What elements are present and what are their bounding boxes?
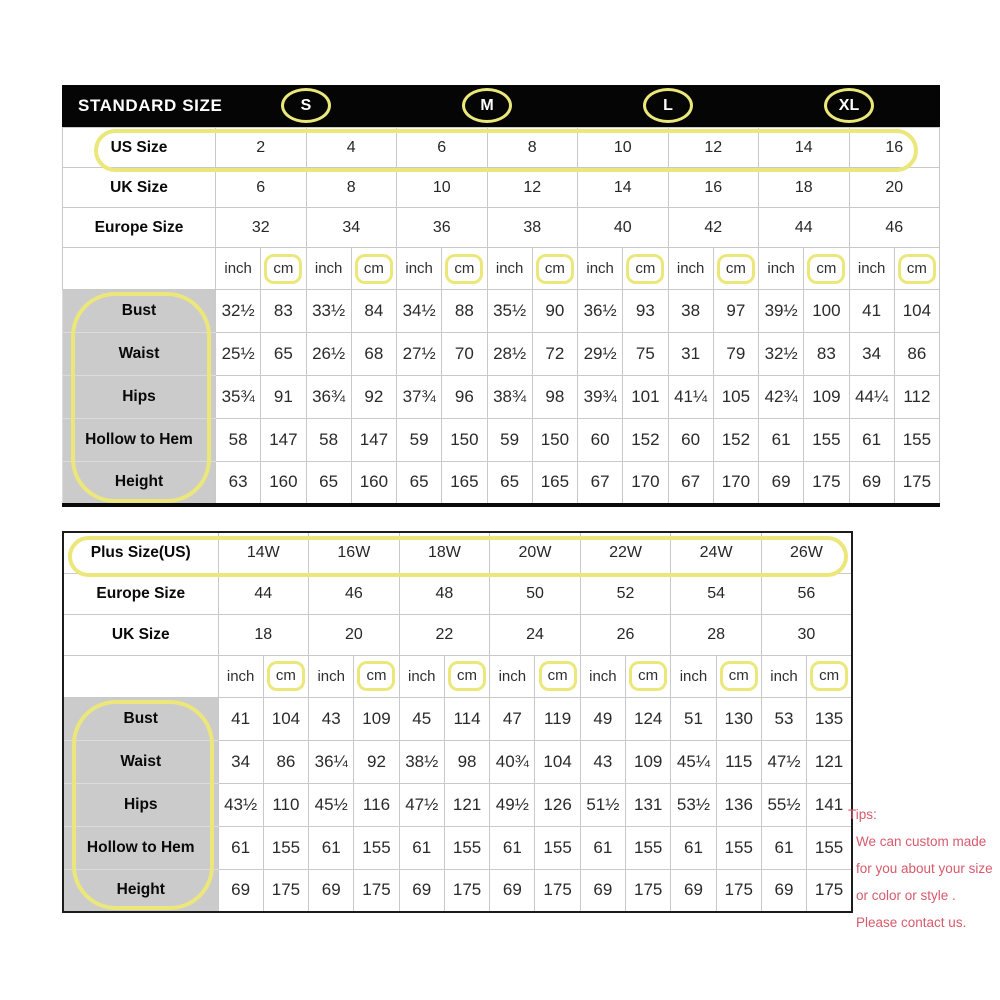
size-value-cell: 52 <box>580 573 671 614</box>
measurement-value-cell: 53½ <box>671 783 716 826</box>
measurement-value-cell: 53 <box>761 697 806 740</box>
inch-unit-cell: inch <box>309 655 354 697</box>
size-value-cell: 28 <box>671 614 762 655</box>
measurement-value-cell: 155 <box>535 826 580 869</box>
measurement-value-cell: 155 <box>894 419 939 462</box>
inch-unit-cell: inch <box>218 655 263 697</box>
size-value-cell: 42 <box>668 208 759 248</box>
measurement-value-cell: 45½ <box>309 783 354 826</box>
measurement-value-cell: 93 <box>623 290 668 333</box>
standard-size-table <box>62 127 940 507</box>
size-value-cell: 2 <box>216 128 307 168</box>
measurement-value-cell: 70 <box>442 333 487 376</box>
measurement-row <box>63 333 940 376</box>
size-table-row <box>63 532 852 573</box>
measurement-value-cell: 38 <box>668 290 713 333</box>
size-value-cell: 44 <box>759 208 850 248</box>
measurement-row-label: Bust <box>63 290 216 333</box>
measurement-value-cell: 86 <box>263 740 308 783</box>
measurement-row-label: Hollow to Hem <box>63 826 218 869</box>
measurement-value-cell: 170 <box>713 462 758 505</box>
measurement-value-cell: 175 <box>444 869 489 912</box>
measurement-value-cell: 136 <box>716 783 761 826</box>
size-value-cell: 16 <box>668 168 759 208</box>
size-value-cell: 26W <box>761 532 852 573</box>
size-row-label: US Size <box>63 128 216 168</box>
measurement-row <box>63 376 940 419</box>
measurement-row <box>63 783 852 826</box>
size-value-cell: 30 <box>761 614 852 655</box>
measurement-value-cell: 131 <box>626 783 671 826</box>
measurement-value-cell: 60 <box>668 419 713 462</box>
size-value-cell: 38 <box>487 208 578 248</box>
cm-unit-cell <box>623 248 668 290</box>
cm-unit-cell <box>261 248 306 290</box>
measurement-value-cell: 92 <box>354 740 399 783</box>
size-value-cell: 16 <box>849 128 940 168</box>
measurement-value-cell: 61 <box>761 826 806 869</box>
measurement-value-cell: 34 <box>218 740 263 783</box>
size-value-cell: 12 <box>487 168 578 208</box>
measurement-value-cell: 36¼ <box>309 740 354 783</box>
measurement-value-cell: 165 <box>532 462 577 505</box>
size-value-cell: 22 <box>399 614 490 655</box>
size-value-cell: 18W <box>399 532 490 573</box>
cm-highlight-box: cm <box>536 254 574 284</box>
measurement-value-cell: 69 <box>849 462 894 505</box>
size-value-cell: 56 <box>761 573 852 614</box>
measurement-row-label: Waist <box>63 740 218 783</box>
measurement-value-cell: 109 <box>804 376 849 419</box>
measurement-value-cell: 68 <box>351 333 396 376</box>
size-value-cell: 36 <box>397 208 488 248</box>
size-value-cell: 18 <box>759 168 850 208</box>
measurement-value-cell: 61 <box>849 419 894 462</box>
size-table-row <box>63 573 852 614</box>
measurement-value-cell: 83 <box>804 333 849 376</box>
measurement-value-cell: 98 <box>444 740 489 783</box>
size-value-cell: 26 <box>580 614 671 655</box>
measurement-value-cell: 40¾ <box>490 740 535 783</box>
inch-unit-cell: inch <box>578 248 623 290</box>
measurement-value-cell: 58 <box>216 419 261 462</box>
size-value-cell: 12 <box>668 128 759 168</box>
measurement-value-cell: 69 <box>759 462 804 505</box>
measurement-value-cell: 34 <box>849 333 894 376</box>
measurement-row-label: Height <box>63 869 218 912</box>
size-value-cell: 20 <box>849 168 940 208</box>
measurement-value-cell: 175 <box>263 869 308 912</box>
measurement-value-cell: 175 <box>626 869 671 912</box>
tips-line: We can custom made <box>856 834 987 849</box>
measurement-value-cell: 155 <box>626 826 671 869</box>
size-value-cell: 40 <box>578 208 669 248</box>
measurement-value-cell: 175 <box>807 869 852 912</box>
cm-unit-cell <box>535 655 580 697</box>
measurement-value-cell: 43½ <box>218 783 263 826</box>
measurement-value-cell: 33½ <box>306 290 351 333</box>
inch-unit-cell: inch <box>668 248 713 290</box>
measurement-value-cell: 97 <box>713 290 758 333</box>
cm-highlight-box: cm <box>445 254 483 284</box>
size-row-label: Plus Size(US) <box>63 532 218 573</box>
size-value-cell: 6 <box>216 168 307 208</box>
measurement-value-cell: 104 <box>894 290 939 333</box>
measurement-value-cell: 150 <box>442 419 487 462</box>
measurement-value-cell: 121 <box>444 783 489 826</box>
tips-line: for you about your size <box>856 861 993 876</box>
size-value-cell: 6 <box>397 128 488 168</box>
measurement-row-label: Waist <box>63 333 216 376</box>
measurement-value-cell: 119 <box>535 697 580 740</box>
measurement-value-cell: 79 <box>713 333 758 376</box>
tips-line: Tips: <box>848 807 877 822</box>
measurement-value-cell: 39¾ <box>578 376 623 419</box>
tips-line: or color or style . <box>856 888 956 903</box>
measurement-value-cell: 69 <box>490 869 535 912</box>
measurement-value-cell: 49½ <box>490 783 535 826</box>
size-letter-circle-l: L <box>643 88 693 123</box>
measurement-value-cell: 104 <box>263 697 308 740</box>
measurement-value-cell: 115 <box>716 740 761 783</box>
size-value-cell: 10 <box>397 168 488 208</box>
measurement-value-cell: 105 <box>713 376 758 419</box>
measurement-value-cell: 65 <box>487 462 532 505</box>
measurement-row <box>63 697 852 740</box>
measurement-value-cell: 31 <box>668 333 713 376</box>
size-table-row <box>63 128 940 168</box>
size-row-label: UK Size <box>63 168 216 208</box>
measurement-value-cell: 35½ <box>487 290 532 333</box>
standard-size-title-bar <box>62 85 940 127</box>
size-value-cell: 16W <box>309 532 400 573</box>
measurement-value-cell: 37¾ <box>397 376 442 419</box>
measurement-value-cell: 49 <box>580 697 625 740</box>
measurement-value-cell: 43 <box>580 740 625 783</box>
custom-made-tips-note <box>848 801 1000 936</box>
measurement-row <box>63 869 852 912</box>
measurement-value-cell: 84 <box>351 290 396 333</box>
measurement-value-cell: 69 <box>580 869 625 912</box>
measurement-value-cell: 88 <box>442 290 487 333</box>
inch-unit-cell: inch <box>671 655 716 697</box>
measurement-value-cell: 155 <box>263 826 308 869</box>
measurement-value-cell: 45 <box>399 697 444 740</box>
inch-unit-cell: inch <box>399 655 444 697</box>
measurement-value-cell: 42¾ <box>759 376 804 419</box>
measurement-value-cell: 61 <box>759 419 804 462</box>
measurement-value-cell: 155 <box>804 419 849 462</box>
unit-header-row <box>63 248 940 290</box>
measurement-value-cell: 155 <box>716 826 761 869</box>
size-value-cell: 54 <box>671 573 762 614</box>
size-value-cell: 24 <box>490 614 581 655</box>
inch-unit-cell: inch <box>490 655 535 697</box>
cm-highlight-box: cm <box>355 254 393 284</box>
measurement-value-cell: 160 <box>261 462 306 505</box>
measurement-value-cell: 28½ <box>487 333 532 376</box>
size-value-cell: 14W <box>218 532 309 573</box>
size-value-cell: 10 <box>578 128 669 168</box>
inch-unit-cell: inch <box>306 248 351 290</box>
cm-unit-cell <box>263 655 308 697</box>
measurement-value-cell: 60 <box>578 419 623 462</box>
size-value-cell: 50 <box>490 573 581 614</box>
measurement-value-cell: 61 <box>309 826 354 869</box>
measurement-value-cell: 43 <box>309 697 354 740</box>
cm-highlight-box: cm <box>626 254 664 284</box>
measurement-value-cell: 69 <box>399 869 444 912</box>
cm-unit-cell <box>894 248 939 290</box>
measurement-value-cell: 34½ <box>397 290 442 333</box>
measurement-value-cell: 83 <box>261 290 306 333</box>
cm-unit-cell <box>716 655 761 697</box>
measurement-value-cell: 47½ <box>761 740 806 783</box>
size-value-cell: 18 <box>218 614 309 655</box>
size-letter-circle-m: M <box>462 88 512 123</box>
cm-highlight-box: cm <box>264 254 302 284</box>
measurement-value-cell: 47 <box>490 697 535 740</box>
measurement-value-cell: 92 <box>351 376 396 419</box>
size-value-cell: 46 <box>309 573 400 614</box>
measurement-value-cell: 109 <box>626 740 671 783</box>
size-row-label: Europe Size <box>63 573 218 614</box>
size-letter-circle-xl: XL <box>824 88 874 123</box>
measurement-value-cell: 35¾ <box>216 376 261 419</box>
cm-unit-cell <box>442 248 487 290</box>
measurement-value-cell: 45¼ <box>671 740 716 783</box>
size-row-label: UK Size <box>63 614 218 655</box>
measurement-row <box>63 419 940 462</box>
cm-unit-cell <box>807 655 852 697</box>
measurement-value-cell: 135 <box>807 697 852 740</box>
measurement-value-cell: 147 <box>261 419 306 462</box>
measurement-value-cell: 104 <box>535 740 580 783</box>
size-table-row <box>63 614 852 655</box>
measurement-value-cell: 175 <box>354 869 399 912</box>
measurement-value-cell: 63 <box>216 462 261 505</box>
measurement-value-cell: 36½ <box>578 290 623 333</box>
measurement-value-cell: 32½ <box>216 290 261 333</box>
measurement-value-cell: 86 <box>894 333 939 376</box>
size-value-cell: 48 <box>399 573 490 614</box>
cm-unit-cell <box>444 655 489 697</box>
cm-highlight-box: cm <box>810 661 848 691</box>
measurement-value-cell: 58 <box>306 419 351 462</box>
measurement-value-cell: 41¼ <box>668 376 713 419</box>
measurement-value-cell: 175 <box>535 869 580 912</box>
measurement-value-cell: 114 <box>444 697 489 740</box>
measurement-value-cell: 101 <box>623 376 668 419</box>
cm-unit-cell <box>351 248 396 290</box>
measurement-value-cell: 110 <box>263 783 308 826</box>
measurement-value-cell: 61 <box>580 826 625 869</box>
measurement-value-cell: 175 <box>716 869 761 912</box>
plus-size-table-section <box>62 531 853 913</box>
size-value-cell: 8 <box>306 168 397 208</box>
inch-unit-cell: inch <box>761 655 806 697</box>
measurement-value-cell: 44¼ <box>849 376 894 419</box>
measurement-value-cell: 90 <box>532 290 577 333</box>
measurement-value-cell: 47½ <box>399 783 444 826</box>
measurement-value-cell: 26½ <box>306 333 351 376</box>
measurement-value-cell: 27½ <box>397 333 442 376</box>
measurement-value-cell: 38½ <box>399 740 444 783</box>
cm-unit-cell <box>626 655 671 697</box>
measurement-value-cell: 61 <box>671 826 716 869</box>
unit-row-empty-label <box>63 248 216 290</box>
measurement-row-label: Hips <box>63 376 216 419</box>
measurement-value-cell: 67 <box>668 462 713 505</box>
measurement-value-cell: 32½ <box>759 333 804 376</box>
measurement-value-cell: 67 <box>578 462 623 505</box>
size-value-cell: 20W <box>490 532 581 573</box>
measurement-row <box>63 290 940 333</box>
size-value-cell: 20 <box>309 614 400 655</box>
cm-highlight-box: cm <box>539 661 577 691</box>
cm-highlight-box: cm <box>807 254 845 284</box>
measurement-value-cell: 69 <box>671 869 716 912</box>
cm-unit-cell <box>354 655 399 697</box>
size-value-cell: 46 <box>849 208 940 248</box>
size-table-row <box>63 168 940 208</box>
cm-highlight-box: cm <box>267 661 305 691</box>
measurement-value-cell: 152 <box>623 419 668 462</box>
measurement-row-label: Height <box>63 462 216 505</box>
measurement-value-cell: 96 <box>442 376 487 419</box>
size-value-cell: 22W <box>580 532 671 573</box>
cm-highlight-box: cm <box>448 661 486 691</box>
measurement-value-cell: 75 <box>623 333 668 376</box>
inch-unit-cell: inch <box>580 655 625 697</box>
inch-unit-cell: inch <box>216 248 261 290</box>
measurement-value-cell: 59 <box>397 419 442 462</box>
measurement-value-cell: 65 <box>261 333 306 376</box>
measurement-value-cell: 150 <box>532 419 577 462</box>
measurement-value-cell: 41 <box>218 697 263 740</box>
measurement-value-cell: 152 <box>713 419 758 462</box>
size-letter-circle-s: S <box>281 88 331 123</box>
measurement-value-cell: 155 <box>444 826 489 869</box>
measurement-value-cell: 72 <box>532 333 577 376</box>
measurement-value-cell: 61 <box>490 826 535 869</box>
size-value-cell: 4 <box>306 128 397 168</box>
measurement-value-cell: 61 <box>218 826 263 869</box>
measurement-value-cell: 91 <box>261 376 306 419</box>
size-value-cell: 14 <box>578 168 669 208</box>
cm-highlight-box: cm <box>898 254 936 284</box>
measurement-value-cell: 112 <box>894 376 939 419</box>
size-row-label: Europe Size <box>63 208 216 248</box>
inch-unit-cell: inch <box>487 248 532 290</box>
size-value-cell: 24W <box>671 532 762 573</box>
measurement-row <box>63 740 852 783</box>
measurement-value-cell: 100 <box>804 290 849 333</box>
measurement-row <box>63 826 852 869</box>
measurement-value-cell: 121 <box>807 740 852 783</box>
measurement-value-cell: 116 <box>354 783 399 826</box>
measurement-value-cell: 126 <box>535 783 580 826</box>
measurement-value-cell: 55½ <box>761 783 806 826</box>
measurement-value-cell: 165 <box>442 462 487 505</box>
measurement-value-cell: 124 <box>626 697 671 740</box>
measurement-row-label: Bust <box>63 697 218 740</box>
measurement-value-cell: 109 <box>354 697 399 740</box>
size-value-cell: 34 <box>306 208 397 248</box>
measurement-value-cell: 41 <box>849 290 894 333</box>
standard-size-table-section <box>62 85 940 507</box>
inch-unit-cell: inch <box>849 248 894 290</box>
cm-unit-cell <box>804 248 849 290</box>
measurement-value-cell: 147 <box>351 419 396 462</box>
measurement-value-cell: 155 <box>354 826 399 869</box>
size-value-cell: 14 <box>759 128 850 168</box>
measurement-value-cell: 51½ <box>580 783 625 826</box>
measurement-row-label: Hollow to Hem <box>63 419 216 462</box>
measurement-value-cell: 175 <box>804 462 849 505</box>
tips-line: Please contact us. <box>856 915 967 930</box>
measurement-value-cell: 69 <box>218 869 263 912</box>
measurement-value-cell: 69 <box>309 869 354 912</box>
measurement-value-cell: 65 <box>397 462 442 505</box>
size-table-row <box>63 208 940 248</box>
measurement-value-cell: 59 <box>487 419 532 462</box>
standard-size-title: STANDARD SIZE <box>78 96 223 115</box>
measurement-value-cell: 61 <box>399 826 444 869</box>
measurement-value-cell: 98 <box>532 376 577 419</box>
inch-unit-cell: inch <box>397 248 442 290</box>
measurement-value-cell: 51 <box>671 697 716 740</box>
size-value-cell: 44 <box>218 573 309 614</box>
size-value-cell: 8 <box>487 128 578 168</box>
cm-highlight-box: cm <box>629 661 667 691</box>
measurement-value-cell: 69 <box>761 869 806 912</box>
measurement-value-cell: 29½ <box>578 333 623 376</box>
cm-highlight-box: cm <box>357 661 395 691</box>
measurement-value-cell: 39½ <box>759 290 804 333</box>
measurement-value-cell: 25½ <box>216 333 261 376</box>
cm-highlight-box: cm <box>717 254 755 284</box>
cm-unit-cell <box>713 248 758 290</box>
plus-size-table <box>62 531 853 913</box>
measurement-value-cell: 65 <box>306 462 351 505</box>
unit-row-empty-label <box>63 655 218 697</box>
measurement-value-cell: 170 <box>623 462 668 505</box>
measurement-value-cell: 141 <box>807 783 852 826</box>
measurement-value-cell: 36¾ <box>306 376 351 419</box>
measurement-value-cell: 175 <box>894 462 939 505</box>
measurement-value-cell: 160 <box>351 462 396 505</box>
measurement-value-cell: 38¾ <box>487 376 532 419</box>
inch-unit-cell: inch <box>759 248 804 290</box>
unit-header-row <box>63 655 852 697</box>
measurement-row <box>63 462 940 505</box>
cm-highlight-box: cm <box>720 661 758 691</box>
measurement-row-label: Hips <box>63 783 218 826</box>
cm-unit-cell <box>532 248 577 290</box>
size-value-cell: 32 <box>216 208 307 248</box>
measurement-value-cell: 155 <box>807 826 852 869</box>
measurement-value-cell: 130 <box>716 697 761 740</box>
